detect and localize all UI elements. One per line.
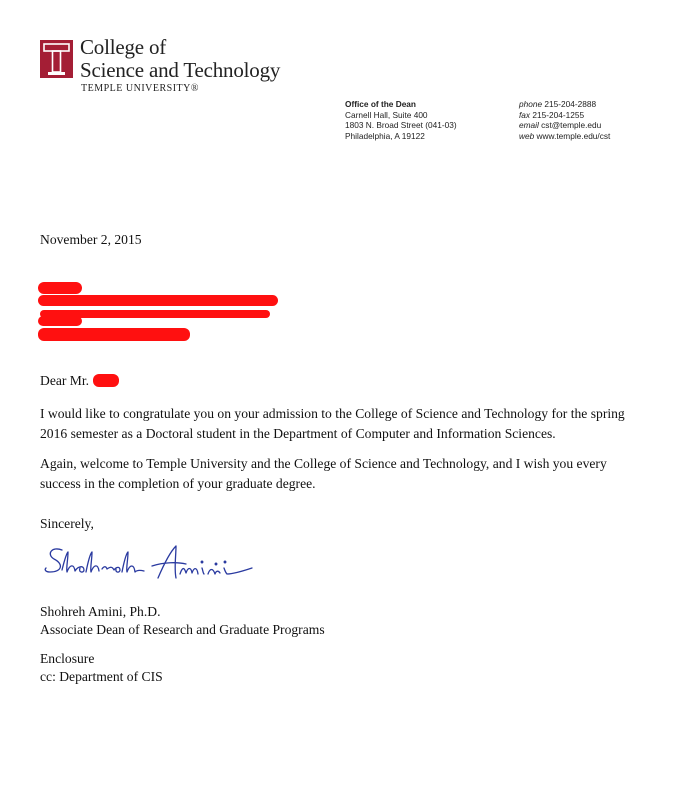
address-line-3: Philadelphia, A 19122 <box>345 130 425 141</box>
redacted-recipient-line-1 <box>38 282 82 294</box>
contact-info <box>519 99 610 141</box>
greeting <box>40 373 89 389</box>
fax-label: fax <box>519 109 531 120</box>
letter-date: November 2, 2015 <box>40 232 142 247</box>
redacted-recipient-name <box>93 374 119 387</box>
enclosure-block <box>40 650 163 686</box>
redacted-recipient-line-2 <box>38 295 278 306</box>
web-line <box>519 131 610 142</box>
college-line-2: Science and Technology <box>80 58 281 82</box>
address-line-1: Carnell Hall, Suite 400 <box>345 109 428 120</box>
phone-line <box>519 99 610 110</box>
signer-name: Shohreh Amini, Ph.D. <box>40 604 161 619</box>
email-label: email <box>519 120 539 130</box>
email-line <box>519 120 610 131</box>
fax-value: 215-204-1255 <box>532 109 585 120</box>
temple-logo <box>40 40 73 78</box>
phone-label: phone <box>519 99 543 109</box>
web-label: web <box>519 130 535 141</box>
body-paragraph-1: I would like to congratulate you on your admission to the College of Science and Technology for the spring 2016 semester as a Doctoral student in the Department of Computer and Information Sciences. <box>40 406 625 441</box>
closing: Sincerely, <box>40 516 94 531</box>
body-paragraph-2: Again, welcome to Temple University and the College of Science and Technology, and I wish you every success in the completion of your graduate degree. <box>40 456 607 491</box>
university-name: TEMPLE UNIVERSITY® <box>81 83 199 94</box>
cc-line: cc: Department of CIS <box>40 669 163 684</box>
phone-value: 215-204-2888 <box>544 99 597 109</box>
fax-line <box>519 110 610 121</box>
office-address <box>345 99 457 141</box>
signature-icon <box>40 540 280 590</box>
college-name <box>80 36 280 82</box>
web-value[interactable]: www.temple.edu/cst <box>536 130 611 141</box>
redacted-recipient-line-4 <box>38 316 82 326</box>
redacted-recipient-line-5 <box>38 328 190 341</box>
college-line-1: College of <box>80 35 167 59</box>
office-title: Office of the Dean <box>345 99 416 109</box>
signer-block <box>40 603 325 639</box>
email-value[interactable]: cst@temple.edu <box>541 120 602 130</box>
signer-title: Associate Dean of Research and Graduate Programs <box>40 622 325 637</box>
address-line-2: 1803 N. Broad Street (041-03) <box>345 120 457 130</box>
enclosure-label: Enclosure <box>40 651 95 666</box>
greeting-text: Dear Mr. <box>40 373 90 388</box>
handwritten-signature <box>40 540 280 595</box>
temple-t-icon <box>40 40 73 78</box>
